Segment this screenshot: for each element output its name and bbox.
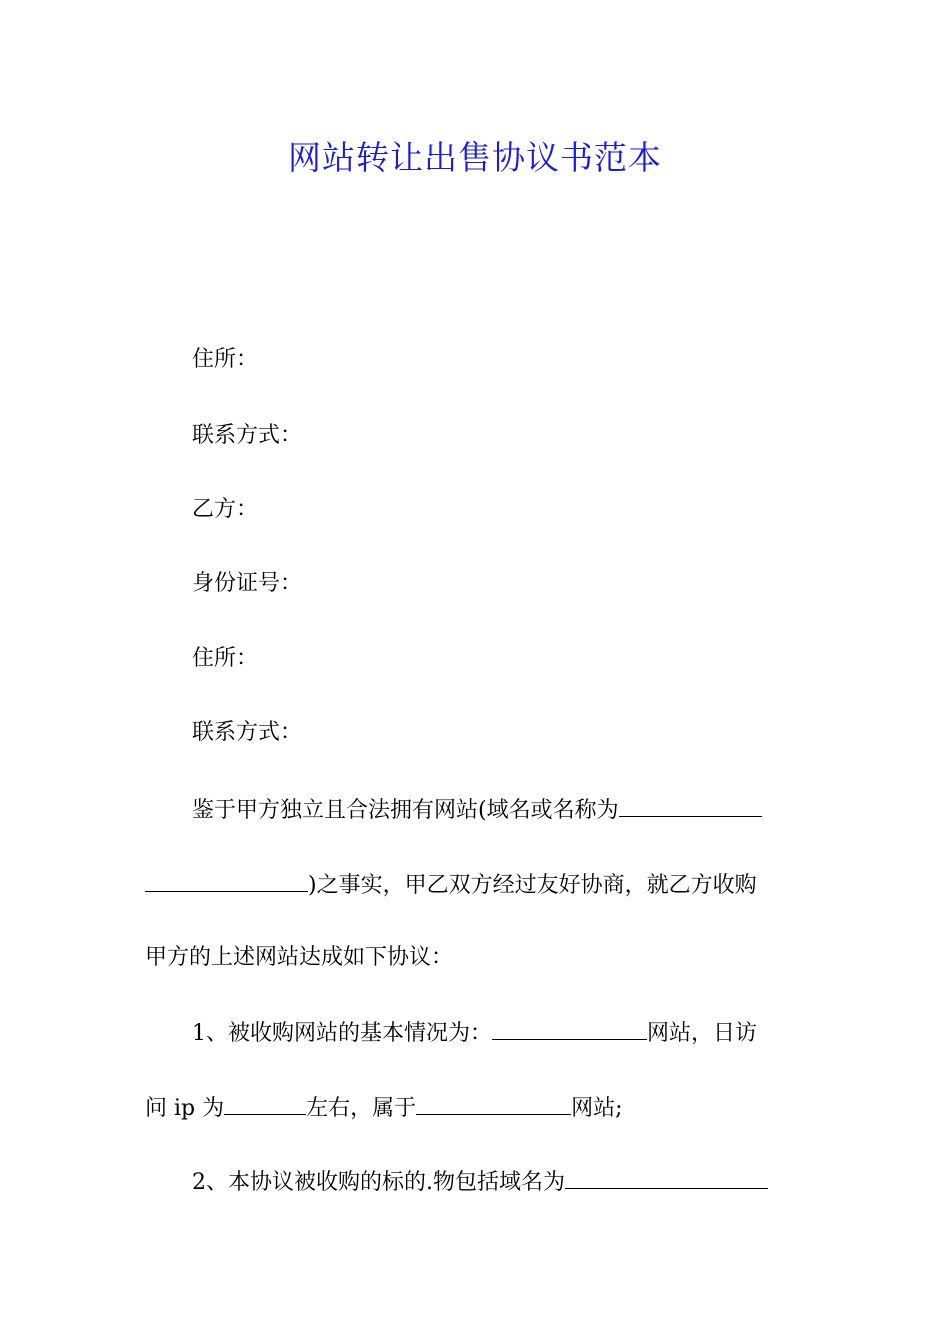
paragraph-1-line-1 [192,794,762,826]
blank-website-type [416,1092,571,1115]
field-contact-party-a: 联系方式： [192,423,303,448]
field-id-number: 身份证号： [192,571,303,596]
field-address-party-b: 住所： [192,646,259,671]
blank-website-info [492,1017,647,1040]
blank-domain-name-a [619,794,762,817]
paragraph-2-line-2 [145,1092,623,1124]
paragraph-2-line-1 [192,1017,757,1049]
blank-daily-ip [224,1092,306,1115]
paragraph-1-text: 鉴于甲方独立且合法拥有网站(域名或名称为 [192,798,619,823]
paragraph-2-website-label: 网站; [571,1096,623,1121]
blank-target-domain [565,1166,768,1189]
paragraph-2-belongs-label: 左右，属于 [306,1096,417,1121]
field-party-b: 乙方： [192,497,259,522]
paragraph-1-line-2 [145,869,757,901]
paragraph-2-ip-label: 问 ip 为 [145,1096,225,1121]
paragraph-2-mid: 网站，日访 [647,1021,758,1046]
field-address-party-a: 住所： [192,347,259,372]
paragraph-3-text: 2、本协议被收购的标的.物包括域名为 [192,1170,565,1195]
paragraph-1-line-3: 甲方的上述网站达成如下协议： [145,945,454,970]
paragraph-2-prefix: 1、被收购网站的基本情况为： [192,1021,492,1046]
document-title: 网站转让出售协议书范本 [288,138,662,177]
paragraph-3-line-1 [192,1166,768,1198]
paragraph-1-line-2-text: )之事实，甲乙双方经过友好协商，就乙方收购 [308,873,757,898]
field-contact-party-b: 联系方式： [192,720,303,745]
blank-domain-name-b [145,869,308,892]
